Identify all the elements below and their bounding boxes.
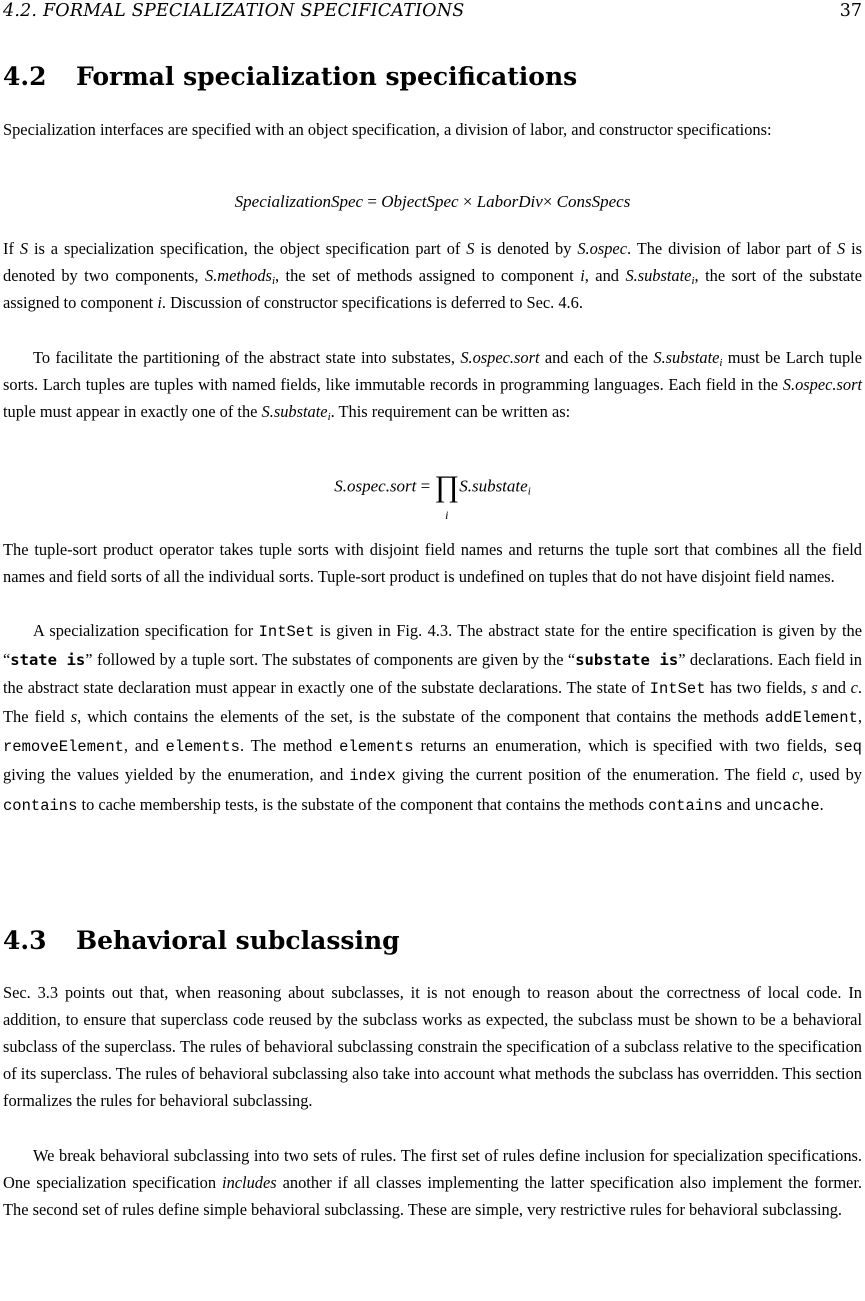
equation-tuple-product: S.ospec.sort = ∏ i S.substate$_i$: [334, 470, 531, 522]
section-title: Behavioral subclassing: [76, 926, 400, 955]
running-head-title: 4.2. FORMAL SPECIALIZATION SPECIFICATIONS: [3, 1, 465, 21]
page-number: 37: [839, 1, 862, 21]
eq-times: ×: [462, 192, 473, 211]
product-operator: ∏ i: [434, 470, 460, 522]
eq-lhs: SpecializationSpec: [234, 192, 364, 211]
paragraph-notation: If S is a specialization specification, the object specification part of S is denoted by S.ospec. The division of labor part of S is denoted by two components, S.methods$_i$, the set of methods assigned to component i, and S.substate$_i$, the sort of the substate assigned to component i. Discussion of constructor specifications is deferred to Sec. 4.6.: [3, 239, 863, 313]
paragraph-intset-example: A specialization specification for IntSet is given in Fig. 4.3. The abstract state for the entire specification is given by the “state is” followed by a tuple sort. The substates of components are given by the “substate is” declarations. Each field in the abstract state declaration must appear in exactly one of the substate declarations. The state of IntSet has two fields, s and c. The field s, which contains the elements of the set, is the substate of the component that contains the methods addElement, removeElement, and elements. The method elements returns an enumeration, which is specified with two fields, seq giving the values yielded by the enumeration, and index giving the current position of the enumeration. The field c, used by contains to cache membership tests, is the substate of the component that contains the methods contains and uncache.: [3, 621, 862, 815]
eq-equals: =: [420, 476, 431, 496]
paragraph-rule-sets: We break behavioral subclassing into two sets of rules. The first set of rules define inclusion for specialization specifications. One specialization specification includes another if all classes implementing the latter specification also implement the former. The second set of rules define simple behavioral subclassing. These are simple, very restrictive rules for behavioral subclassing.: [3, 1146, 862, 1220]
eq-times: ×: [542, 192, 553, 211]
section-number: 4.3: [3, 926, 47, 955]
eq-rhs: S.substate: [459, 476, 528, 496]
paragraph-tuple-product: The tuple-sort product operator takes tuple sorts with disjoint field names and returns the tuple sort that combines all the field names and field sorts of all the individual sorts. Tuple-sort product is undefined on tuples that do not have disjoint field names.: [3, 540, 862, 587]
eq-object-spec: ObjectSpec: [381, 192, 459, 211]
paragraph-partitioning: To facilitate the partitioning of the abstract state into substates, S.ospec.sort and each of the S.substate$_i$ must be Larch tuple sorts. Larch tuples are tuples with named fields, like immutable records in programming languages. Each field in the S.ospec.sort tuple must appear in exactly one of the S.substate$_i$. This requirement can be written as:: [3, 348, 862, 424]
eq-cons-specs: ConsSpecs: [556, 192, 631, 211]
eq-equals: =: [367, 192, 377, 211]
running-head: [3, 0, 862, 22]
section-heading-4-3: [3, 926, 400, 956]
paragraph-behavioral-subclassing: Sec. 3.3 points out that, when reasoning about subclasses, it is not enough to reason about the correctness of local code. In addition, to ensure that superclass code reused by the subclass works as expected, the subclass must be shown to be a behavioral subclass of the superclass. The rules of behavioral subclassing constrain the specification of a subclass relative to the specification of its superclass. The rules of behavioral subclassing also take into account what methods the subclass has overridden. This section formalizes the rules for behavioral subclassing.: [3, 983, 862, 1111]
section-title: Formal specialization specifications: [76, 62, 578, 91]
section-number: 4.2: [3, 62, 47, 91]
eq-labor-div: LaborDiv: [476, 192, 543, 211]
paragraph-intro: Specialization interfaces are specified with an object specification, a division of labor, and constructor specifications:: [3, 120, 772, 139]
section-heading-4-2: [3, 62, 577, 92]
eq-lhs: S.ospec.sort: [334, 476, 417, 496]
equation-specialization-spec: [3, 190, 862, 214]
